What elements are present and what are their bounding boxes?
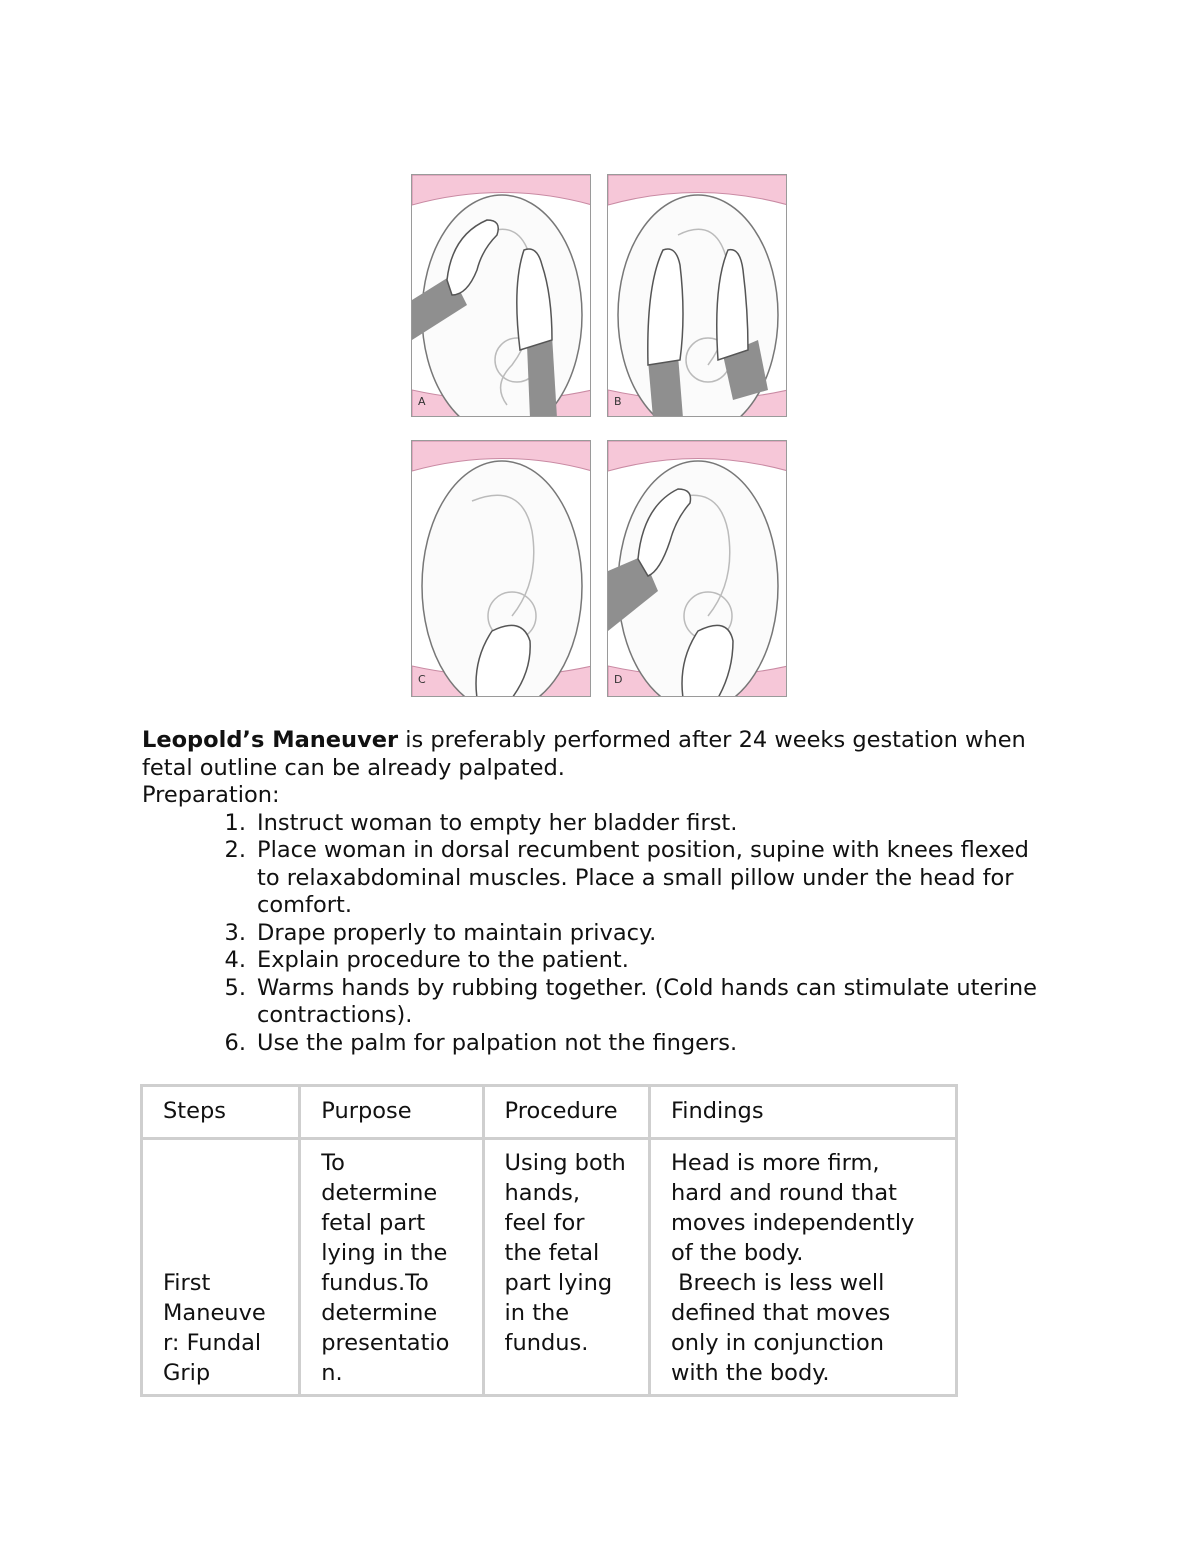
findings-breech: Breech is less well defined that moves only in conjunction with the body. (670, 1270, 898, 1386)
list-number: 5. (224, 974, 246, 1001)
panel-label: B (614, 395, 622, 408)
panel-c (411, 440, 591, 697)
list-text: Instruct woman to empty her bladder first. (257, 809, 738, 836)
list-item (142, 920, 1042, 948)
panel-b (607, 174, 787, 417)
list-item (142, 975, 1042, 1030)
preparation-list (142, 810, 1042, 1058)
umbilical-grip-illustration (608, 175, 787, 417)
table-header-row (142, 1086, 957, 1139)
list-number: 2. (224, 837, 246, 863)
list-text: Place woman in dorsal recumbent position, supine with knees flexed to relaxabdominal muscles. Place a small pillow under the head for comfort. (257, 837, 1029, 918)
intro-bold: Leopold’s Maneuver (142, 727, 399, 753)
table-row (142, 1139, 957, 1396)
cell-procedure: Using both hands, feel for the fetal part lying in the fundus. (483, 1139, 649, 1396)
list-number: 6. (224, 1029, 246, 1056)
panel-label: D (614, 673, 623, 686)
cell-step: First Maneuve r: Fundal Grip (142, 1139, 300, 1396)
list-item (142, 810, 1042, 838)
list-text: Explain procedure to the patient. (257, 947, 629, 973)
list-text: Drape properly to maintain privacy. (257, 919, 657, 946)
list-number: 3. (224, 919, 246, 946)
leopold-figure (411, 174, 791, 699)
header-findings: Findings (649, 1086, 956, 1139)
header-purpose: Purpose (300, 1086, 483, 1139)
list-number: 4. (224, 947, 246, 973)
intro-paragraph (142, 727, 1042, 782)
header-procedure: Procedure (483, 1086, 649, 1139)
cell-findings (649, 1139, 956, 1396)
body-text (142, 727, 1042, 1057)
fundal-grip-illustration (412, 175, 591, 417)
preparation-heading: Preparation: (142, 782, 280, 808)
list-item (142, 837, 1042, 920)
pawlik-grip-illustration (412, 441, 591, 697)
list-number: 1. (224, 809, 246, 836)
findings-head: Head is more firm, hard and round that moves independently of the body. (670, 1150, 915, 1266)
panel-label: A (418, 395, 426, 408)
list-item (142, 947, 1042, 975)
pelvic-grip-illustration (608, 441, 787, 697)
panel-label: C (418, 673, 426, 686)
list-text: Warms hands by rubbing together. (Cold hands can stimulate uterine contractions). (257, 974, 1037, 1028)
panel-d (607, 440, 787, 697)
maneuver-table (140, 1084, 958, 1397)
header-steps: Steps (142, 1086, 300, 1139)
cell-purpose: To determine fetal part lying in the fundus.To determine presentatio n. (300, 1139, 483, 1396)
list-item (142, 1030, 1042, 1058)
panel-a (411, 174, 591, 417)
intro-rest: is preferably performed after 24 weeks gestation when fetal outline can be already palpated. (142, 727, 1026, 781)
list-text: Use the palm for palpation not the fingers. (257, 1029, 738, 1056)
